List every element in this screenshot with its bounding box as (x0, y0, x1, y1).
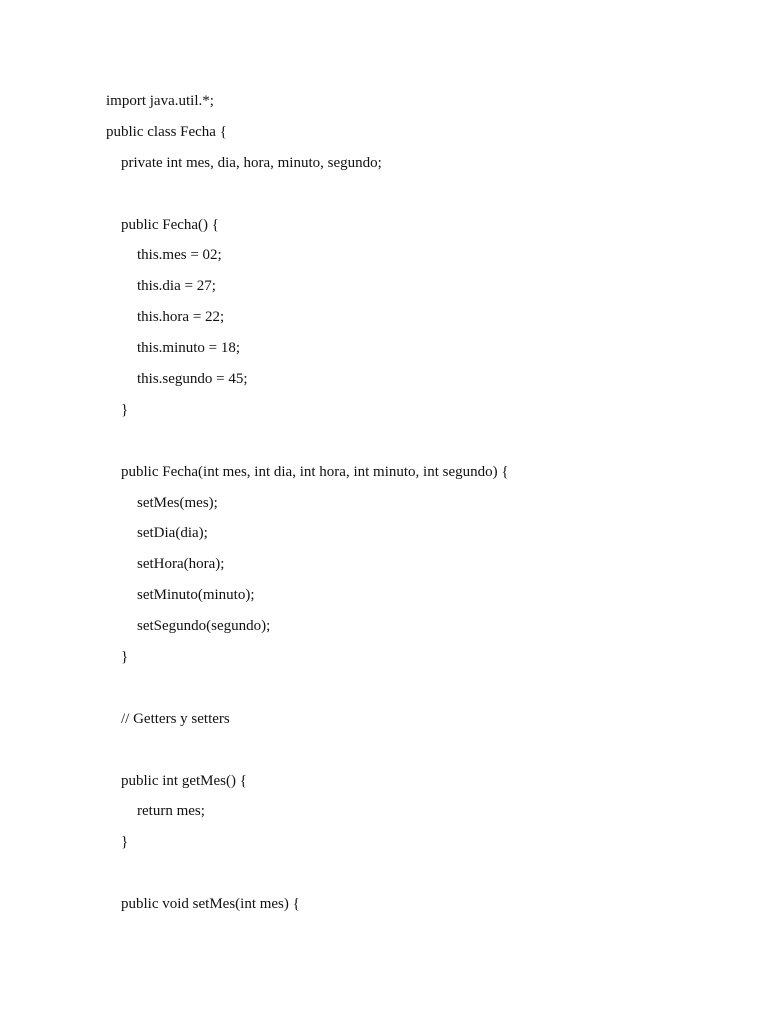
code-line: setMinuto(minuto); (137, 587, 255, 604)
code-line: return mes; (137, 803, 205, 820)
code-line: } (121, 834, 129, 851)
code-line: } (121, 649, 129, 666)
code-line: this.dia = 27; (137, 278, 216, 295)
code-line: this.minuto = 18; (137, 340, 241, 357)
code-line: setSegundo(segundo); (137, 618, 271, 635)
code-line: import java.util.*; (106, 93, 214, 109)
code-line: public class Fecha { (106, 123, 227, 140)
blank-line (106, 858, 726, 889)
code-listing (106, 86, 726, 920)
code-line: public Fecha() { (121, 216, 219, 233)
code-line: } (121, 401, 129, 418)
blank-line (106, 426, 726, 457)
code-line: this.mes = 02; (137, 247, 222, 264)
code-line: private int mes, dia, hora, minuto, segundo; (121, 154, 382, 171)
code-line: public int getMes() { (121, 772, 247, 789)
code-line: public Fecha(int mes, int dia, int hora, int minuto, int segundo) { (121, 463, 509, 480)
blank-line (106, 673, 726, 704)
code-line: // Getters y setters (121, 710, 230, 727)
blank-line (106, 735, 726, 766)
code-line: public void setMes(int mes) { (121, 896, 300, 913)
code-line: setDia(dia); (137, 525, 208, 542)
code-line: this.segundo = 45; (137, 371, 248, 388)
code-line: setMes(mes); (137, 494, 218, 511)
code-line: setHora(hora); (137, 556, 225, 573)
blank-line (106, 179, 726, 210)
code-line: this.hora = 22; (137, 309, 225, 326)
